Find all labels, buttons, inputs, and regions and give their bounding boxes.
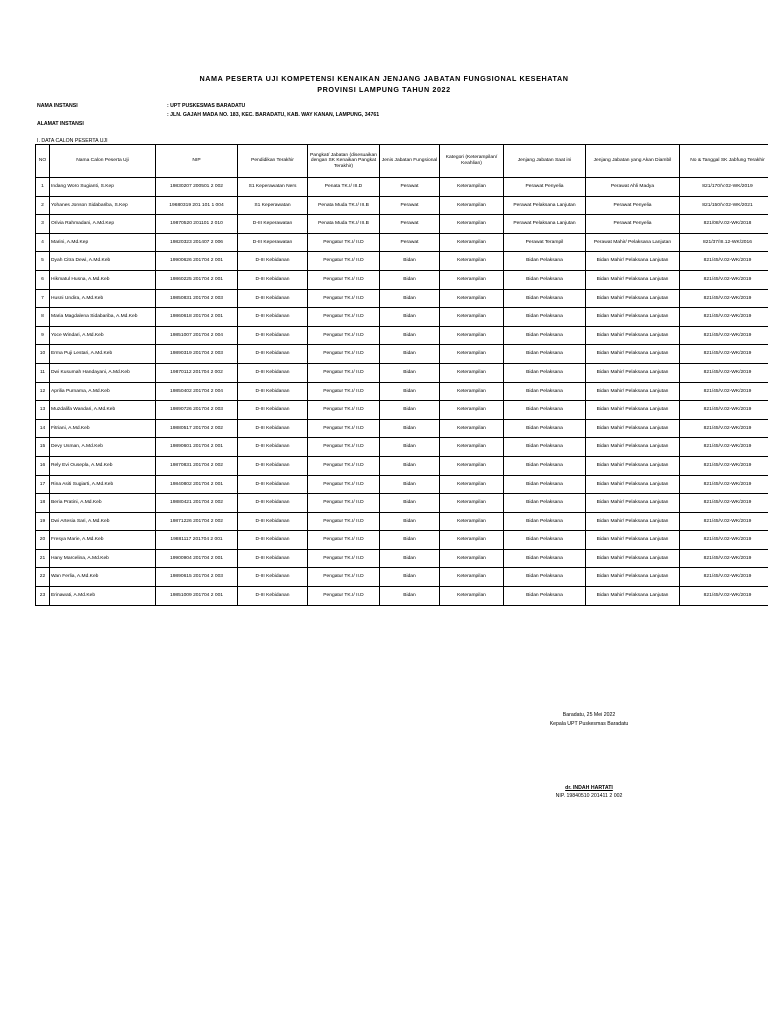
table-row [36,568,768,587]
table-cell: Bidan Pelaksana [504,363,586,382]
table-cell: Bidan [380,419,440,438]
table-cell: Bidan [380,252,440,271]
table-cell: 12 [36,382,50,401]
table-cell: Bidan Mahir/ Pelaksana Lanjutan [586,475,680,494]
table-cell: D-III Kebidanan [238,345,308,364]
table-row [36,308,768,327]
table-cell: Bidan Pelaksana [504,401,586,420]
table-row [36,345,768,364]
table-cell: 821/45/V.02-WK/2019 [680,289,768,308]
column-header: Jenjang Jabatan yang Akan Diambil [586,145,680,178]
table-row [36,382,768,401]
table-cell: Bidan [380,345,440,364]
table-cell: 821/45/V.02-WK/2019 [680,308,768,327]
table-cell: Maria Magdalena Sidabariba, A.Md.Keb [50,308,156,327]
table-cell: 13 [36,401,50,420]
table-cell: S1 Keperawatan [238,196,308,215]
table-cell: Keterampilan [440,401,504,420]
table-cell: Dyah Citra Dewi, A.Md.Keb [50,252,156,271]
table-cell: D-III Kebidanan [238,382,308,401]
table-cell: 19890726 201704 2 003 [156,401,238,420]
table-cell: Devy Usman, A.Md.Keb [50,438,156,457]
table-cell: Beria Pratini, A.Md.Keb [50,494,156,513]
table-cell: D-III Kebidanan [238,326,308,345]
column-header: Pangkat/ Jabatan (disesuaikan dengan SK Kenaikan Pangkat Terakhir) [308,145,380,178]
table-cell: Fresya Marie, A.Md.Keb [50,531,156,550]
table-cell: Bidan [380,456,440,475]
table-cell: Bidan [380,568,440,587]
table-cell: Pengatur TK.I/ II.D [308,289,380,308]
table-cell: 19850831 201704 2 003 [156,289,238,308]
participants-table [35,144,768,606]
table-cell: Bidan Pelaksana [504,531,586,550]
table-cell: 10 [36,345,50,364]
table-cell: D-III Kebidanan [238,475,308,494]
column-header: NO [36,145,50,178]
table-cell: Bidan Pelaksana [504,549,586,568]
table-cell: Bidan [380,270,440,289]
table-cell: D-III Kebidanan [238,531,308,550]
column-header: Kategori (Keterampilan/ Keahlian) [440,145,504,178]
table-cell: Husni Undira, A.Md.Keb [50,289,156,308]
table-cell: Bidan Pelaksana [504,587,586,606]
table-cell: Hany Marcelina, A.Md.Keb [50,549,156,568]
table-cell: 19890615 201704 2 003 [156,568,238,587]
table-cell: 19820323 201407 2 006 [156,233,238,252]
table-cell: D-III Kebidanan [238,438,308,457]
table-cell: 821/45/V.02-WK/2019 [680,549,768,568]
table-cell: Pengatur TK.I/ II.D [308,252,380,271]
table-cell: 19870112 201704 2 002 [156,363,238,382]
table-row [36,456,768,475]
table-cell: D-III Kebidanan [238,289,308,308]
table-cell: Bidan Pelaksana [504,289,586,308]
table-cell: Yoce Windari, A.Md.Keb [50,326,156,345]
table-cell: 821/45/V.02-WK/2019 [680,252,768,271]
table-cell: Pengatur TK.I/ II.D [308,475,380,494]
table-cell: Keterampilan [440,363,504,382]
table-cell: Bidan Mahir/ Pelaksana Lanjutan [586,401,680,420]
table-cell: 8 [36,308,50,327]
table-cell: 3 [36,215,50,234]
table-cell: Bidan [380,512,440,531]
table-cell: Keterampilan [440,456,504,475]
table-cell: D-III Kebidanan [238,587,308,606]
institution-address-label: ALAMAT INSTANSI [37,121,84,127]
table-cell: 19 [36,512,50,531]
table-cell: Erinawati, A.Md.Keb [50,587,156,606]
table-cell: Bidan Pelaksana [504,345,586,364]
table-cell: 19851009 201704 2 001 [156,587,238,606]
table-cell: Bidan Pelaksana [504,252,586,271]
table-cell: Keterampilan [440,494,504,513]
table-cell: Keterampilan [440,531,504,550]
table-cell: Bidan Mahir/ Pelaksana Lanjutan [586,494,680,513]
table-cell: Bidan Mahir/ Pelaksana Lanjutan [586,363,680,382]
table-cell: Pengatur TK.I/ II.D [308,233,380,252]
table-cell: 821/45/V.02-WK/2019 [680,419,768,438]
table-cell: Keterampilan [440,475,504,494]
table-cell: 19881117 201704 2 001 [156,531,238,550]
table-cell: Erma Puji Lestari, A.Md.Keb [50,345,156,364]
table-row [36,512,768,531]
table-cell: Bidan Pelaksana [504,438,586,457]
table-cell: Bidan [380,401,440,420]
table-cell: 19830207 200501 2 002 [156,178,238,197]
table-cell: Penata TK.I/ III.D [308,178,380,197]
table-cell: 19850402 201704 2 004 [156,382,238,401]
table-row [36,587,768,606]
table-cell: 19860225 201704 2 001 [156,270,238,289]
table-cell: Rina Asiti Sugiarti, A.Md.Keb [50,475,156,494]
table-cell: Bidan Mahir/ Pelaksana Lanjutan [586,438,680,457]
table-cell: 15 [36,438,50,457]
table-cell: 821/45/V.02-WK/2019 [680,587,768,606]
signature-place-date: Baradatu, 25 Mei 2022 [562,712,616,718]
table-cell: Perawat Pelaksana Lanjutan [504,196,586,215]
table-row [36,252,768,271]
table-cell: Perawat Penyelia [504,178,586,197]
table-cell: Perawat Pelaksana Lanjutan [504,215,586,234]
table-cell: 821/37/III.12-WK/2016 [680,233,768,252]
table-cell: 17 [36,475,50,494]
table-header-row [36,145,768,178]
table-row [36,494,768,513]
table-cell: 19840802 201704 2 001 [156,475,238,494]
table-cell: Pengatur TK.I/ II.D [308,456,380,475]
table-row [36,233,768,252]
table-cell: Bidan Mahir/ Pelaksana Lanjutan [586,568,680,587]
table-cell: Bidan Mahir/ Pelaksana Lanjutan [586,289,680,308]
table-cell: Bidan [380,308,440,327]
table-cell: Bidan Pelaksana [504,270,586,289]
signature-position: Kepala UPT Puskesmas Baradatu [549,721,629,727]
table-cell: Keterampilan [440,196,504,215]
table-row [36,215,768,234]
table-cell: Perawat [380,233,440,252]
table-cell: S1 Keperawatan Ners [238,178,308,197]
table-cell: Bidan Mahir/ Pelaksana Lanjutan [586,587,680,606]
table-cell: Keterampilan [440,568,504,587]
table-cell: Bidan Mahir/ Pelaksana Lanjutan [586,456,680,475]
column-header: Jenis Jabatan Fungsional [380,145,440,178]
table-cell: Bidan Mahir/ Pelaksana Lanjutan [586,512,680,531]
table-cell: Bidan Mahir/ Pelaksana Lanjutan [586,308,680,327]
table-cell: Bidan [380,475,440,494]
table-cell: Pengatur TK.I/ II.D [308,494,380,513]
table-row [36,326,768,345]
table-cell: Keterampilan [440,215,504,234]
table-cell: Pengatur TK.I/ II.D [308,345,380,364]
table-cell: D-III Kebidanan [238,308,308,327]
table-cell: D-III Kebidanan [238,456,308,475]
table-cell: Pengatur TK.I/ II.D [308,419,380,438]
table-cell: 821/45/V.02-WK/2019 [680,531,768,550]
column-header: Nama Calon Peserta Uji [50,145,156,178]
table-cell: Pengatur TK.I/ II.D [308,363,380,382]
table-cell: D-III Kebidanan [238,494,308,513]
table-cell: Penata Muda TK.I/ III.B [308,196,380,215]
table-cell: 821/08/V.02-WK/2018 [680,215,768,234]
table-cell: Pengatur TK.I/ II.D [308,270,380,289]
table-cell: D-III Kebidanan [238,512,308,531]
table-cell: Keterampilan [440,549,504,568]
table-cell: Pengatur TK.I/ II.D [308,587,380,606]
table-cell: 821/45/V.02-WK/2019 [680,475,768,494]
table-cell: D-III Kebidanan [238,401,308,420]
table-cell: Keterampilan [440,233,504,252]
table-cell: Penata Muda TK.I/ III.B [308,215,380,234]
table-cell: 14 [36,419,50,438]
table-cell: 19880421 201704 2 002 [156,494,238,513]
table-cell: 22 [36,568,50,587]
table-cell: 19851007 201704 2 004 [156,326,238,345]
table-cell: Bidan [380,549,440,568]
table-cell: Bidan Pelaksana [504,308,586,327]
table-cell: 4 [36,233,50,252]
table-cell: Bidan [380,382,440,401]
column-header: NIP [156,145,238,178]
document-subtitle: PROVINSI LAMPUNG TAHUN 2022 [317,85,451,94]
table-cell: Pengatur TK.I/ II.D [308,382,380,401]
table-cell: Perawat Penyelia [586,215,680,234]
table-cell: Bidan [380,531,440,550]
table-row [36,531,768,550]
table-cell: Keterampilan [440,326,504,345]
table-cell: 2 [36,196,50,215]
table-cell: Marini, A.Md.Kep [50,233,156,252]
table-cell: 7 [36,289,50,308]
table-cell: 19900904 201704 2 001 [156,549,238,568]
table-cell: 21 [36,549,50,568]
table-cell: Yohanes Jonson Sidabariba, S.Kep [50,196,156,215]
table-cell: Pengatur TK.I/ II.D [308,326,380,345]
table-cell: Pengatur TK.I/ II.D [308,549,380,568]
table-cell: Bidan [380,363,440,382]
table-row [36,363,768,382]
table-cell: Bidan Mahir/ Pelaksana Lanjutan [586,382,680,401]
table-cell: D-III Keperawatan [238,215,308,234]
table-cell: D-III Keperawatan [238,233,308,252]
column-header: No & Tanggal SK Jabfung Terakhir [680,145,768,178]
table-cell: 11 [36,363,50,382]
signature-nip: NIP. 19840510 201411 2 002 [555,793,623,799]
table-row [36,475,768,494]
table-row [36,270,768,289]
table-cell: 6 [36,270,50,289]
table-cell: Dwi Artesia Sari, A.Md.Keb [50,512,156,531]
table-cell: 9 [36,326,50,345]
table-cell: 20 [36,531,50,550]
table-cell: 1 [36,178,50,197]
table-cell: D-III Kebidanan [238,549,308,568]
table-row [36,196,768,215]
institution-address-value: : JLN. GAJAH MADA NO. 183, KEC. BARADATU, KAB. WAY KANAN, LAMPUNG, 34761 [167,112,380,118]
table-cell: Keterampilan [440,289,504,308]
table-row [36,549,768,568]
table-cell: 821/45/V.02-WK/2019 [680,401,768,420]
table-cell: Bidan Mahir/ Pelaksana Lanjutan [586,531,680,550]
table-cell: Hikmatul Husna, A.Md.Keb [50,270,156,289]
table-cell: Keterampilan [440,587,504,606]
table-cell: Bidan [380,438,440,457]
table-cell: 19880517 201704 2 002 [156,419,238,438]
table-cell: D-III Kebidanan [238,568,308,587]
table-row [36,438,768,457]
table-cell: Bidan Pelaksana [504,456,586,475]
table-cell: Perawat Penyelia [586,196,680,215]
table-cell: 821/45/V.02-WK/2019 [680,568,768,587]
table-cell: 19900626 201704 2 001 [156,252,238,271]
signature-name: dr. INDAH HARTATI [565,785,613,791]
table-cell: Bidan [380,326,440,345]
table-cell: Muzdalifa Wandari, A.Md.Keb [50,401,156,420]
table-cell: D-III Kebidanan [238,363,308,382]
table-cell: 821/45/V.02-WK/2019 [680,382,768,401]
table-cell: Keterampilan [440,178,504,197]
table-cell: Bidan [380,289,440,308]
table-cell: 16 [36,456,50,475]
table-cell: Bidan Mahir/ Pelaksana Lanjutan [586,270,680,289]
table-cell: 19860618 201704 2 001 [156,308,238,327]
table-cell: Bidan Pelaksana [504,419,586,438]
table-cell: Bidan Mahir/ Pelaksana Lanjutan [586,252,680,271]
table-cell: 821/45/V.02-WK/2019 [680,456,768,475]
table-cell: 19890319 201704 2 003 [156,345,238,364]
table-cell: Pengatur TK.I/ II.D [308,308,380,327]
table-cell: 821/45/V.02-WK/2019 [680,270,768,289]
table-cell: 821/150/V.02-WK/2021 [680,196,768,215]
table-cell: Bidan Pelaksana [504,512,586,531]
table-cell: Wan Ferlia, A.Md.Keb [50,568,156,587]
table-cell: Keterampilan [440,308,504,327]
table-cell: 821/170/V.02-WK/2019 [680,178,768,197]
table-cell: Bidan Mahir/ Pelaksana Lanjutan [586,549,680,568]
table-cell: Perawat Mahir/ Pelaksana Lanjutan [586,233,680,252]
table-cell: 821/45/V.02-WK/2019 [680,326,768,345]
table-cell: Aprilia Purnama, A.Md.Keb [50,382,156,401]
table-cell: Perawat Terampil [504,233,586,252]
table-cell: Bidan Mahir/ Pelaksana Lanjutan [586,419,680,438]
table-cell: Bidan [380,587,440,606]
table-cell: Bidan Pelaksana [504,568,586,587]
table-cell: 821/45/V.02-WK/2019 [680,363,768,382]
table-cell: Keterampilan [440,419,504,438]
table-cell: D-III Kebidanan [238,419,308,438]
table-cell: 19870831 201704 2 002 [156,456,238,475]
table-cell: Keterampilan [440,270,504,289]
table-cell: 19680319 201 101 1 004 [156,196,238,215]
table-cell: 18 [36,494,50,513]
table-row [36,419,768,438]
table-cell: Orivia Rahmadani, A.Md.Kep [50,215,156,234]
table-cell: 821/45/V.02-WK/2019 [680,438,768,457]
column-header: Jenjang Jabatan Saat ini [504,145,586,178]
table-cell: Bidan Pelaksana [504,326,586,345]
table-cell: 19870520 201101 2 010 [156,215,238,234]
table-cell: Pengatur TK.I/ II.D [308,438,380,457]
table-cell: 821/45/V.02-WK/2019 [680,345,768,364]
document-title: NAMA PESERTA UJI KOMPETENSI KENAIKAN JENJANG JABATAN FUNGSIONAL KESEHATAN [199,74,569,83]
table-cell: Bidan Pelaksana [504,475,586,494]
table-cell: Keterampilan [440,252,504,271]
table-cell: Rely Evi Ousepla, A.Md.Keb [50,456,156,475]
table-cell: Dwi Kusumah Handayani, A.Md.Keb [50,363,156,382]
table-cell: Pengatur TK.I/ II.D [308,401,380,420]
table-cell: Keterampilan [440,345,504,364]
table-cell: Indang Woro Sugianti, S.Kep [50,178,156,197]
institution-name-label: NAMA INSTANSI [37,103,78,109]
table-cell: Pengatur TK.I/ II.D [308,531,380,550]
table-cell: Keterampilan [440,382,504,401]
table-cell: Perawat Ahli Madya [586,178,680,197]
table-cell: Fitriani, A.Md.Keb [50,419,156,438]
table-cell: Bidan Pelaksana [504,494,586,513]
table-cell: 821/45/V.02-WK/2019 [680,494,768,513]
column-header: Pendidikan Terakhir [238,145,308,178]
table-cell: Bidan Pelaksana [504,382,586,401]
table-cell: 5 [36,252,50,271]
table-cell: 19890601 201704 2 001 [156,438,238,457]
table-cell: Bidan [380,494,440,513]
table-cell: 23 [36,587,50,606]
table-cell: Keterampilan [440,438,504,457]
table-cell: Pengatur TK.I/ II.D [308,512,380,531]
table-cell: D-III Kebidanan [238,270,308,289]
table-row [36,401,768,420]
table-row [36,178,768,197]
table-cell: D-III Kebidanan [238,252,308,271]
table-cell: 821/45/V.02-WK/2019 [680,512,768,531]
table-body [36,178,768,606]
table-cell: 19871226 201704 2 002 [156,512,238,531]
table-cell: Perawat [380,196,440,215]
table-cell: Bidan Mahir/ Pelaksana Lanjutan [586,345,680,364]
table-cell: Keterampilan [440,512,504,531]
table-row [36,289,768,308]
institution-name-value: : UPT PUSKESMAS BARADATU [167,103,246,109]
table-cell: Pengatur TK.I/ II.D [308,568,380,587]
section-title: I. DATA CALON PESERTA UJI [37,138,108,144]
table-cell: Perawat [380,215,440,234]
table-cell: Perawat [380,178,440,197]
table-cell: Bidan Mahir/ Pelaksana Lanjutan [586,326,680,345]
